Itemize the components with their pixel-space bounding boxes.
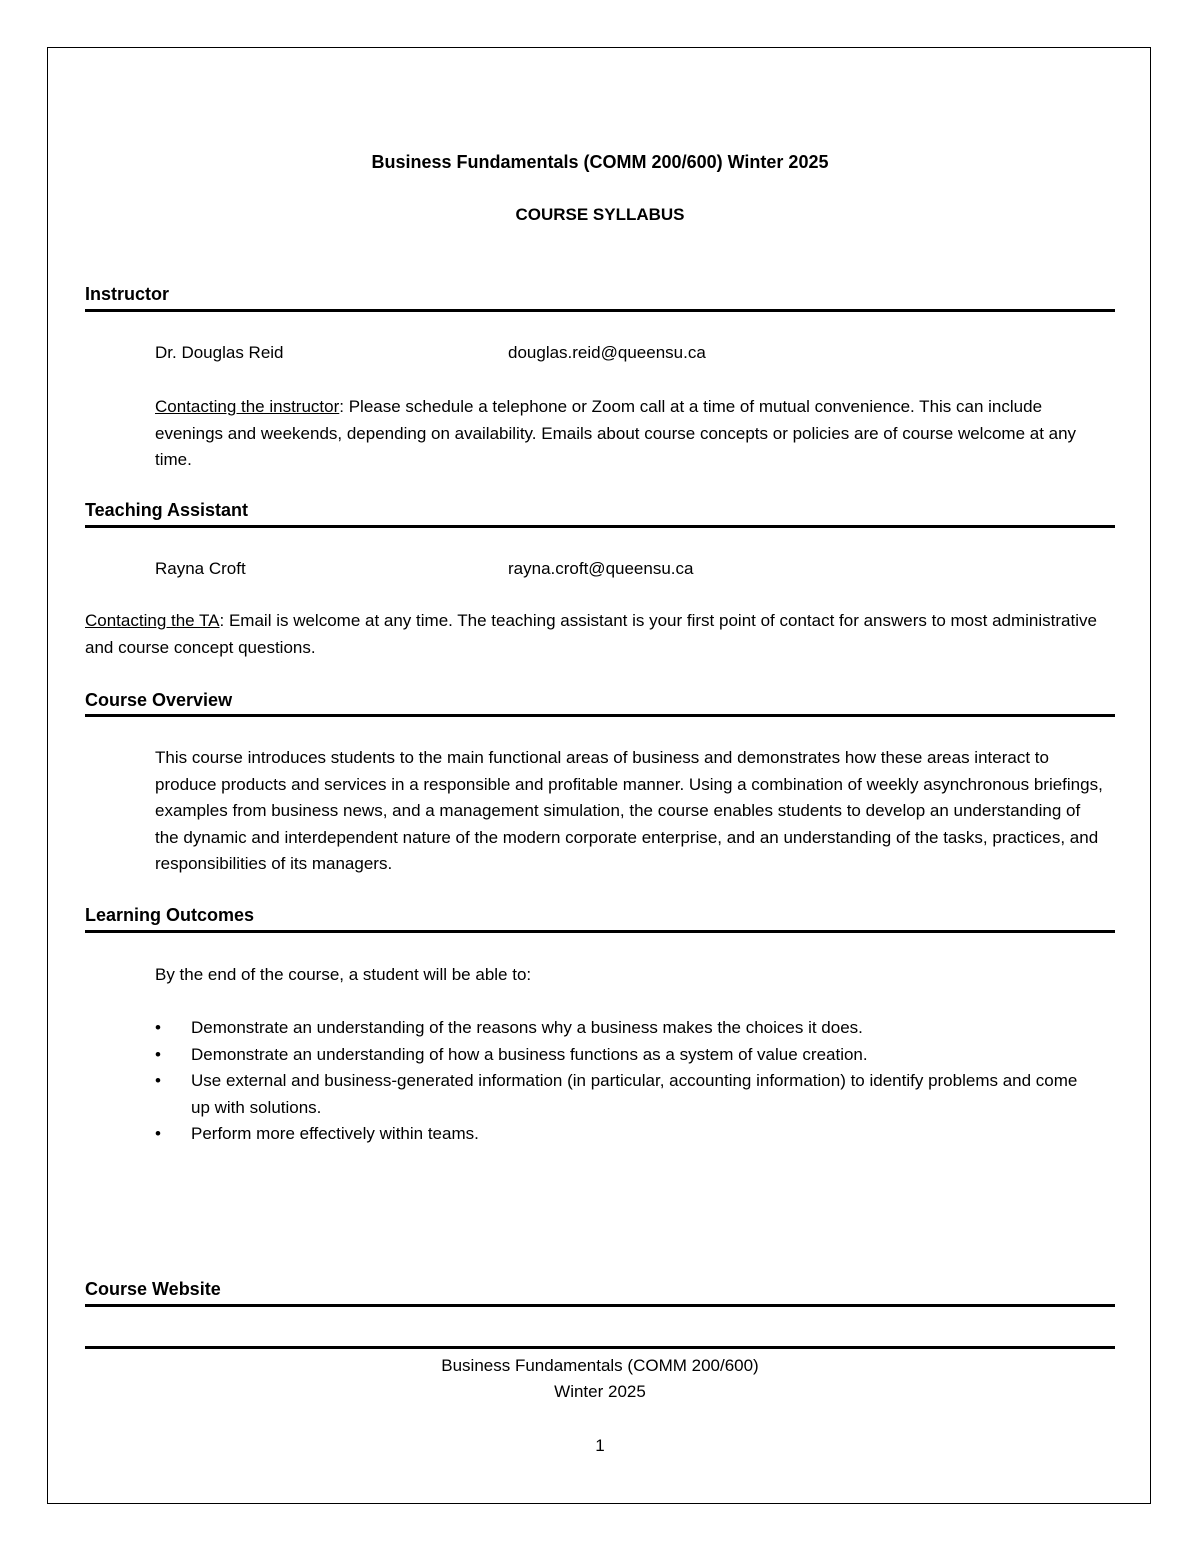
section-heading-course-website: Course Website	[85, 1279, 221, 1299]
instructor-contact-label: Contacting the instructor	[155, 397, 340, 416]
section-heading-instructor: Instructor	[85, 284, 170, 304]
ta-contact-label: Contacting the TA	[85, 611, 220, 630]
section-rule	[85, 309, 1115, 312]
section-rule	[85, 930, 1115, 933]
ta-contact-text: : Email is welcome at any time. The teaching assistant is your first point of contact for answers to most administrative and course concept questions.	[85, 611, 1097, 657]
ta-email[interactable]: rayna.croft@queensu.ca	[508, 559, 694, 578]
footer-term: Winter 2025	[554, 1382, 646, 1401]
list-item: • Demonstrate an understanding of the reasons why a business makes the choices it does.	[155, 1015, 1085, 1042]
section-heading-learning-outcomes: Learning Outcomes	[85, 905, 255, 925]
section-rule	[85, 714, 1115, 717]
section-rule	[85, 1304, 1115, 1307]
learning-outcomes-list	[155, 1015, 1085, 1148]
footer-rule	[85, 1346, 1115, 1349]
section-heading-course-overview: Course Overview	[85, 690, 233, 710]
list-item: • Perform more effectively within teams.	[155, 1121, 1085, 1148]
list-item: • Use external and business-generated information (in particular, accounting information) to identify problems and come up with solutions.	[155, 1068, 1085, 1121]
instructor-contact-text: : Please schedule a telephone or Zoom call at a time of mutual convenience. This can include evenings and weekends, depending on availability. Emails about course concepts or policies are of course welcome at any time.	[155, 397, 1077, 469]
document-subtitle: COURSE SYLLABUS	[515, 205, 685, 224]
instructor-email[interactable]: douglas.reid@queensu.ca	[508, 343, 706, 362]
footer-course-name: Business Fundamentals (COMM 200/600)	[441, 1356, 759, 1375]
page-number: 1	[595, 1436, 605, 1455]
course-overview-text: This course introduces students to the main functional areas of business and demonstrates how these areas interact to produce products and services in a responsible and profitable manner. Using a combination of weekly asynchronous briefings, examples from business news, and a management simulation, the course enables students to develop an understanding of the dynamic and interdependent nature of the modern corporate enterprise, and an understanding of the tasks, practices, and responsibilities of its managers.	[155, 748, 1103, 873]
document-title: Business Fundamentals (COMM 200/600) Winter 2025	[371, 152, 829, 172]
ta-contact-paragraph	[85, 608, 1115, 661]
section-heading-teaching-assistant: Teaching Assistant	[85, 500, 249, 520]
list-item: • Demonstrate an understanding of how a business functions as a system of value creation.	[155, 1042, 1085, 1069]
section-rule	[85, 525, 1115, 528]
instructor-name: Dr. Douglas Reid	[155, 343, 284, 362]
instructor-contact-paragraph	[155, 394, 1105, 474]
learning-outcomes-intro: By the end of the course, a student will be able to:	[155, 965, 532, 984]
ta-name: Rayna Croft	[155, 559, 246, 578]
